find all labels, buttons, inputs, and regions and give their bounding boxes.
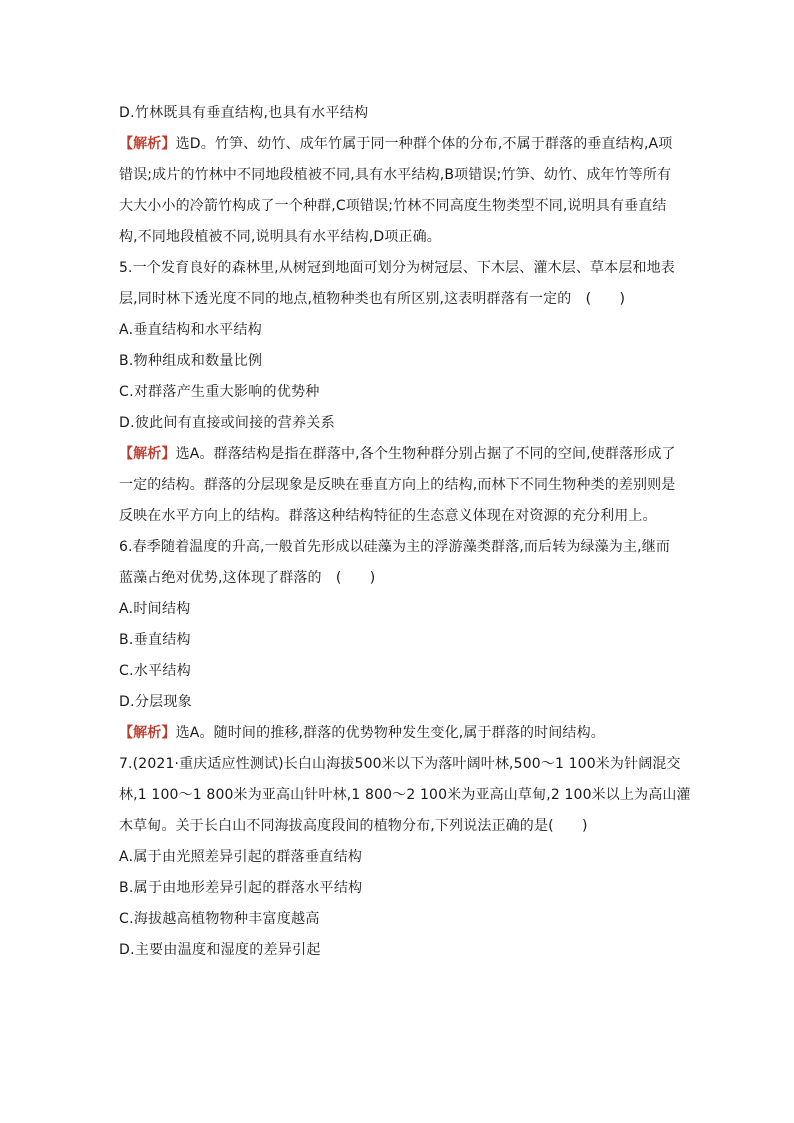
line-text: C.海拔越高植物物种丰富度越高 <box>119 911 320 927</box>
analysis-tag: 【解析】 <box>119 725 176 741</box>
option-item <box>119 377 683 408</box>
line-text: A.垂直结构和水平结构 <box>119 322 263 338</box>
text-line <box>119 780 691 811</box>
option-item <box>119 625 683 656</box>
line-text: D.竹林既具有垂直结构,也具有水平结构 <box>119 105 369 121</box>
text-line <box>119 284 683 315</box>
text-line <box>119 470 683 501</box>
analysis-block <box>119 718 683 749</box>
line-text: 错误;成片的竹林中不同地段植被不同,具有水平结构,B项错误;竹笋、幼竹、成年竹等所有 <box>119 167 672 183</box>
text-line <box>119 98 683 129</box>
analysis-tag: 【解析】 <box>119 446 176 462</box>
option-item <box>119 873 683 904</box>
option-item <box>119 842 683 873</box>
line-text: 木草甸。关于长白山不同海拔高度段间的植物分布,下列说法正确的是( ) <box>119 818 588 834</box>
text-line <box>119 625 683 656</box>
text-line <box>119 563 683 594</box>
option-item <box>119 935 683 966</box>
line-text: 选A。随时间的推移,群落的优势物种发生变化,属于群落的时间结构。 <box>175 725 605 741</box>
analysis-tag: 【解析】 <box>119 136 176 152</box>
text-line <box>119 718 683 749</box>
line-text: D.分层现象 <box>119 694 193 710</box>
text-line <box>119 749 683 780</box>
analysis-block <box>119 439 683 532</box>
text-line <box>119 377 683 408</box>
line-text: 6.春季随着温度的升高,一般首先形成以硅藻为主的浮游藻类群落,而后转为绿藻为主,继而 <box>119 539 671 555</box>
line-text: 反映在水平方向上的结构。群落这种结构特征的生态意义体现在对资源的充分利用上。 <box>119 508 657 524</box>
option-item <box>119 594 683 625</box>
line-text: 选A。群落结构是指在群落中,各个生物种群分别占据了不同的空间,使群落形成了 <box>175 446 676 462</box>
line-text: C.对群落产生重大影响的优势种 <box>119 384 320 400</box>
line-text: 层,同时林下透光度不同的地点,植物种类也有所区别,这表明群落有一定的 ( ) <box>119 291 626 307</box>
text-line <box>119 842 683 873</box>
text-line <box>119 594 683 625</box>
option-item <box>119 315 683 346</box>
text-line <box>119 501 683 532</box>
line-text: 林,1 100～1 800米为亚高山针叶林,1 800～2 100米为亚高山草甸,2 100米以上为高山灌 <box>119 787 691 803</box>
line-text: A.时间结构 <box>119 601 191 617</box>
question-block <box>119 253 683 315</box>
line-text: B.属于由地形差异引起的群落水平结构 <box>119 880 363 896</box>
text-line <box>119 222 683 253</box>
text-line <box>119 904 683 935</box>
text-line <box>119 439 683 470</box>
line-text: A.属于由光照差异引起的群落垂直结构 <box>119 849 363 865</box>
line-text: 大大小小的冷箭竹构成了一个种群,C项错误;竹林不同高度生物类型不同,说明具有垂直结 <box>119 198 667 214</box>
text-line <box>119 346 683 377</box>
line-text: C.水平结构 <box>119 663 192 679</box>
text-line <box>119 191 683 222</box>
text-line <box>119 811 683 842</box>
option-item <box>119 656 683 687</box>
text-line <box>119 873 683 904</box>
option-item <box>119 346 683 377</box>
analysis-block <box>119 129 683 253</box>
text-line <box>119 129 683 160</box>
line-text: 7.(2021·重庆适应性测试)长白山海拔500米以下为落叶阔叶林,500～1 100米为针阔混交 <box>119 756 681 772</box>
text-line <box>119 532 683 563</box>
option-item <box>119 904 683 935</box>
option-item <box>119 408 683 439</box>
line-text: 选D。竹笋、幼竹、成年竹属于同一种群个体的分布,不属于群落的垂直结构,A项 <box>175 136 673 152</box>
document-page <box>119 98 691 966</box>
text-line <box>119 656 683 687</box>
question-block <box>119 532 683 594</box>
text-line <box>119 160 683 191</box>
option-item <box>119 98 683 129</box>
text-line <box>119 315 683 346</box>
line-text: B.物种组成和数量比例 <box>119 353 263 369</box>
question-block <box>119 749 691 842</box>
line-text: 蓝藻占绝对优势,这体现了群落的 ( ) <box>119 570 376 586</box>
text-line <box>119 253 683 284</box>
text-line <box>119 408 683 439</box>
line-text: 构,不同地段植被不同,说明具有水平结构,D项正确。 <box>119 229 441 245</box>
option-item <box>119 687 683 718</box>
line-text: D.彼此间有直接或间接的营养关系 <box>119 415 336 431</box>
line-text: B.垂直结构 <box>119 632 191 648</box>
line-text: 5.一个发育良好的森林里,从树冠到地面可划分为树冠层、下木层、灌木层、草本层和地表 <box>119 260 675 276</box>
text-line <box>119 687 683 718</box>
line-text: 一定的结构。群落的分层现象是反映在垂直方向上的结构,而林下不同生物种类的差别则是 <box>119 477 676 493</box>
text-line <box>119 935 683 966</box>
line-text: D.主要由温度和湿度的差异引起 <box>119 942 321 958</box>
